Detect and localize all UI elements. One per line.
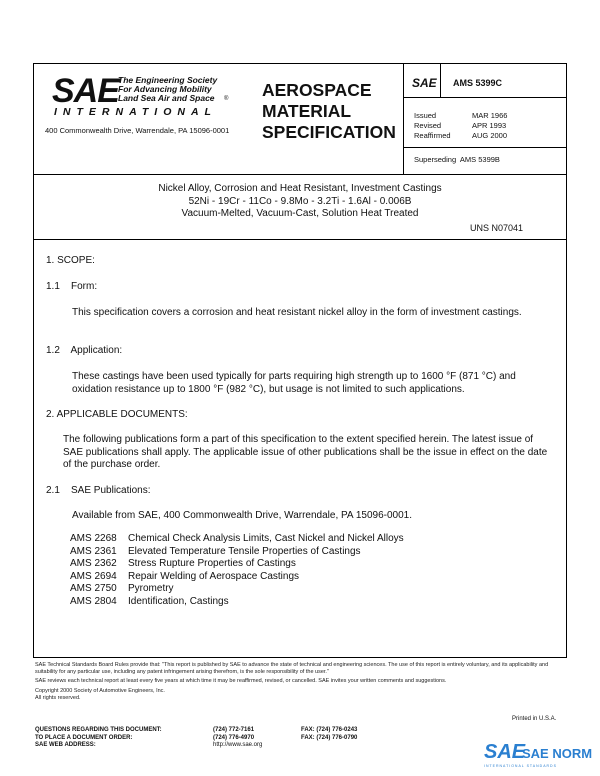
doc-type-line-1: AEROSPACE bbox=[262, 80, 372, 100]
ref-code: AMS 2804 bbox=[70, 595, 117, 607]
section-1-1-text: This specification covers a corrosion and heat resistant nickel alloy in the form of investment castings. bbox=[72, 307, 522, 318]
section-1-2-text: These castings have been used typically for parts requiring high strength up to 1600 °F (871 °C) and oxidation resistance up to 1800 °F (982 °C), but usage is not limited to such applications. bbox=[72, 371, 516, 395]
tagline-line-2: For Advancing Mobility bbox=[118, 84, 212, 94]
doc-type bbox=[262, 80, 402, 143]
spec-number-rule bbox=[403, 97, 567, 98]
ref-title: Identification, Castings bbox=[128, 595, 229, 607]
title-bottom-rule bbox=[33, 239, 567, 240]
contact-row bbox=[35, 742, 357, 750]
section-2-1-text: Available from SAE, 400 Commonwealth Drive, Warrendale, PA 15096-0001. bbox=[72, 510, 412, 521]
contact-label: QUESTIONS REGARDING THIS DOCUMENT: bbox=[35, 727, 162, 733]
reference-item bbox=[70, 533, 404, 546]
reaffirmed-label: Reaffirmed bbox=[414, 131, 451, 140]
ref-code: AMS 2750 bbox=[70, 583, 117, 594]
tagline-line-1: The Engineering Society bbox=[118, 75, 218, 85]
revised-date: APR 1993 bbox=[472, 121, 507, 130]
issued-label: Issued bbox=[414, 111, 437, 120]
registered-mark: ® bbox=[224, 96, 229, 102]
printed-in: Printed in U.S.A. bbox=[512, 716, 557, 722]
section-2-text: The following publications form a part of this specification to the extent specified herein. The latest issue of SAE publications shall apply. The applicable issue of other publications shall be the issue in effect on the date of the purchase order. bbox=[63, 434, 548, 470]
reference-list bbox=[70, 533, 404, 608]
web-address[interactable]: http://www.sae.org bbox=[213, 742, 263, 748]
contact-row bbox=[35, 727, 357, 735]
section-1-heading: 1. SCOPE: bbox=[46, 255, 95, 266]
spec-number-divider bbox=[440, 63, 441, 97]
small-sae-logo: SAE bbox=[412, 76, 437, 90]
issued-date: MAR 1966 bbox=[472, 111, 508, 120]
reference-item bbox=[70, 596, 404, 609]
doc-type-line-3: SPECIFICATION bbox=[262, 122, 396, 142]
revised-label: Revised bbox=[414, 121, 442, 130]
ref-code: AMS 2361 bbox=[70, 545, 117, 557]
contact-tel: (724) 772-7161 bbox=[213, 727, 255, 733]
contact-label: TO PLACE A DOCUMENT ORDER: bbox=[35, 734, 133, 741]
sae-logo bbox=[52, 74, 257, 124]
contact-fax: FAX: (724) 776-0790 bbox=[301, 734, 358, 741]
ref-code: AMS 2362 bbox=[70, 558, 117, 569]
watermark-sae-logo: SAE bbox=[484, 741, 526, 763]
superseding-label: Superseding bbox=[414, 155, 457, 164]
ref-title: Elevated Temperature Tensile Properties of Castings bbox=[128, 545, 361, 557]
sae-norm-watermark bbox=[484, 741, 594, 771]
disclaimer-2: SAE reviews each technical report at least every five years at which time it may be reaffirmed, revised, or cancelled. SAE invites your written comments and suggestions. bbox=[35, 678, 447, 684]
ref-title: Repair Welding of Aerospace Castings bbox=[128, 570, 300, 582]
ref-title: Chemical Check Analysis Limits, Cast Nickel and Nickel Alloys bbox=[128, 533, 404, 544]
sae-address: 400 Commonwealth Drive, Warrendale, PA 15096-0001 bbox=[45, 126, 230, 135]
doc-type-line-2: MATERIAL bbox=[262, 101, 352, 121]
ref-title: Pyrometry bbox=[128, 583, 174, 594]
ref-title: Stress Rupture Properties of Castings bbox=[128, 558, 296, 569]
title-line-2: 52Ni - 19Cr - 11Co - 9.8Mo - 3.2Ti - 1.6Al - 0.006B bbox=[188, 195, 412, 207]
date-block bbox=[414, 111, 507, 141]
contact-block bbox=[35, 727, 357, 750]
section-1-2-heading: 1.2 Application: bbox=[46, 345, 123, 356]
title-line-1: Nickel Alloy, Corrosion and Heat Resistant, Investment Castings bbox=[158, 183, 442, 194]
contact-tel: (724) 776-4970 bbox=[213, 734, 255, 741]
sae-logo-text: SAE bbox=[52, 72, 119, 110]
header-bottom-rule bbox=[33, 174, 567, 175]
contact-row bbox=[35, 735, 357, 743]
uns-number: UNS N07041 bbox=[470, 223, 524, 233]
section-1-1-heading: 1.1 Form: bbox=[46, 281, 98, 292]
contact-label: SAE WEB ADDRESS: bbox=[35, 742, 96, 748]
tagline-line-3: Land Sea Air and Space bbox=[118, 93, 215, 103]
dates-rule bbox=[403, 147, 567, 148]
spec-number: AMS 5399C bbox=[453, 78, 503, 88]
reaffirmed-date: AUG 2000 bbox=[472, 131, 508, 140]
superseding-value: AMS 5399B bbox=[459, 155, 500, 164]
disclaimer-1: SAE Technical Standards Board Rules provide that: "This report is published by SAE to advance the state of technical and engineering sciences. The use of this report is entirely voluntary, and its applicability and suitability for any particular use, including any patent infringement arising therefrom, is the sole responsibility of the user." bbox=[35, 662, 549, 675]
spec-box-divider bbox=[403, 63, 404, 175]
reference-item bbox=[70, 571, 404, 584]
watermark-tagline: INTERNATIONAL STANDARDS bbox=[484, 764, 557, 768]
rights: All rights reserved. bbox=[35, 695, 81, 701]
copyright: Copyright 2000 Society of Automotive Engineers, Inc. bbox=[35, 688, 165, 694]
watermark-norm-text: SAE NORM bbox=[522, 746, 593, 761]
international-label: INTERNATIONAL bbox=[54, 106, 217, 118]
section-2-1-heading: 2.1 SAE Publications: bbox=[46, 485, 151, 496]
reference-item bbox=[70, 558, 404, 571]
ref-code: AMS 2694 bbox=[70, 570, 117, 582]
footer-notes bbox=[35, 662, 565, 702]
reference-item bbox=[70, 546, 404, 559]
reference-item bbox=[70, 583, 404, 596]
superseding bbox=[414, 155, 500, 164]
section-2-heading: 2. APPLICABLE DOCUMENTS: bbox=[46, 409, 188, 420]
society-tagline bbox=[118, 76, 217, 103]
spec-title bbox=[34, 183, 566, 221]
title-line-3: Vacuum-Melted, Vacuum-Cast, Solution Heat Treated bbox=[181, 208, 419, 219]
contact-fax: FAX: (724) 776-0243 bbox=[301, 727, 358, 733]
ref-code: AMS 2268 bbox=[70, 533, 117, 544]
